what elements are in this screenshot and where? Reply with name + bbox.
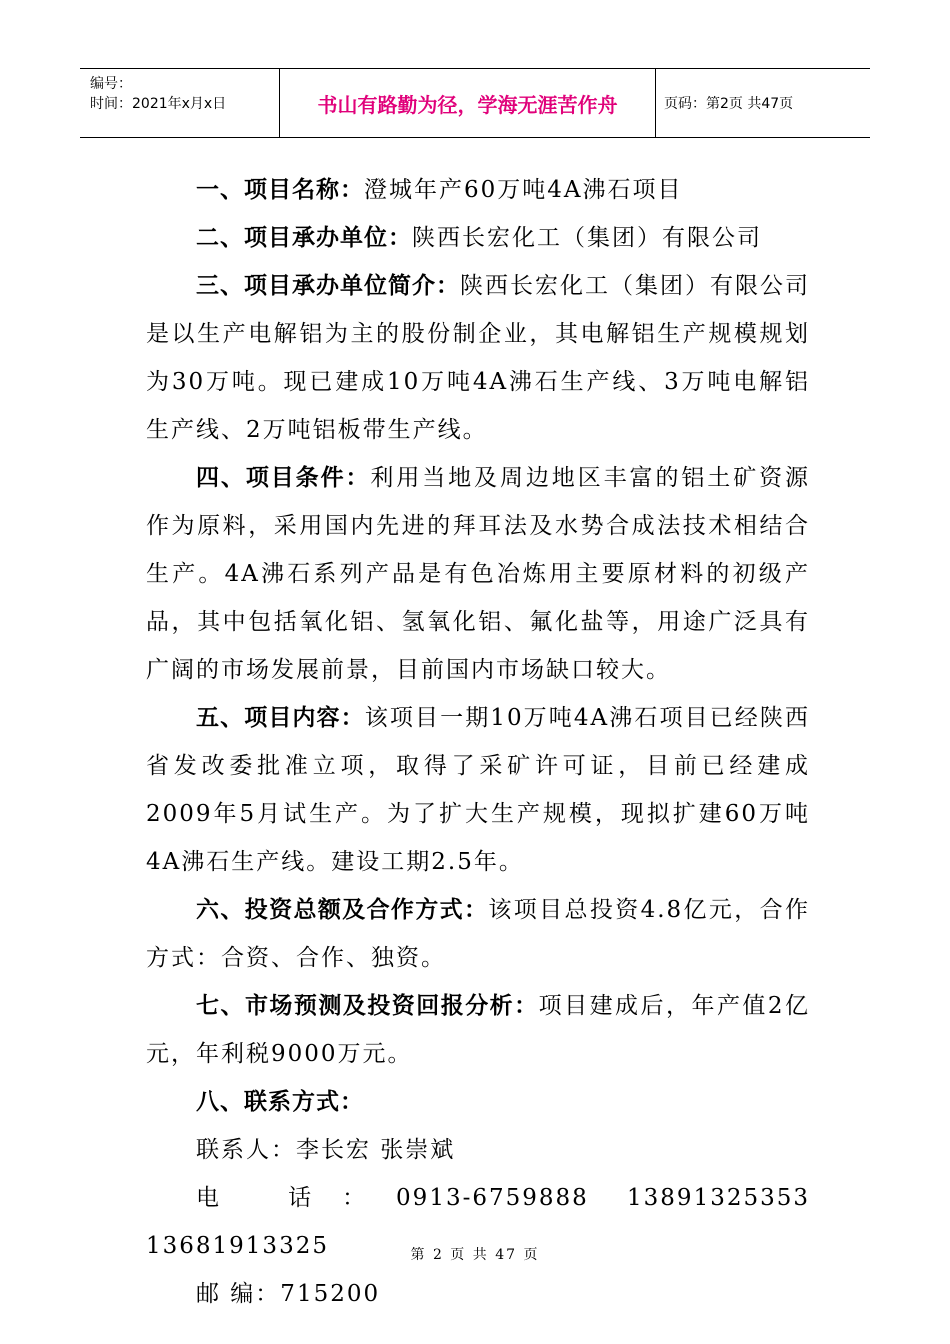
section-content <box>146 694 810 886</box>
section-contact <box>146 1078 810 1126</box>
document-body <box>146 166 810 1318</box>
section-text: 该项目一期10万吨4A沸石项目已经陕西省发改委批准立项，取得了采矿许可证，目前已经建成2009年5月试生产。为了扩大生产规模，现拟扩建60万吨4A沸石生产线。建设工期2.5年。 <box>146 705 811 875</box>
section-project-name <box>146 166 810 214</box>
section-text: 该项目总投资4.8亿元，合作方式：合资、合作、独资。 <box>146 897 811 971</box>
section-heading: 七、市场预测及投资回报分析： <box>196 993 539 1019</box>
section-heading: 一、项目名称： <box>196 177 364 203</box>
header-page-info: 页码：第2页 共47页 <box>664 96 794 112</box>
section-heading: 五、项目内容： <box>196 705 365 731</box>
document-number-label: 编号： <box>90 76 132 92</box>
contact-phone: 电 话：0913-6759888 13891325353 13681913325 <box>146 1185 810 1259</box>
section-text: 项目建成后，年产值2亿元，年利税9000万元。 <box>146 993 811 1067</box>
page-footer: 第 2 页 共 47 页 <box>410 1247 540 1263</box>
section-organizer <box>146 214 810 262</box>
section-market-forecast <box>146 982 810 1078</box>
section-text: 澄城年产60万吨4A沸石项目 <box>364 177 683 203</box>
page-header <box>80 68 870 138</box>
section-text: 利用当地及周边地区丰富的铝土矿资源作为原料，采用国内先进的拜耳法及水势合成法技术相结合生产。4A沸石系列产品是有色冶炼用主要原材料的初级产品，其中包括氧化铝、氢氧化铝、氟化盐等，用途广泛具有广阔的市场发展前景，目前国内市场缺口较大。 <box>146 465 811 683</box>
section-organizer-intro <box>146 262 810 454</box>
section-heading: 二、项目承办单位： <box>196 225 412 251</box>
document-time-label: 时间：2021年x月x日 <box>90 96 227 112</box>
section-heading: 六、投资总额及合作方式： <box>196 897 489 923</box>
section-heading: 四、项目条件： <box>196 465 371 491</box>
section-conditions <box>146 454 810 694</box>
header-motto: 书山有路勤为径，学海无涯苦作舟 <box>280 69 656 137</box>
contact-person: 联系人：李长宏 张崇斌 <box>196 1137 456 1163</box>
section-heading: 八、联系方式： <box>196 1089 364 1115</box>
section-heading: 三、项目承办单位简介： <box>196 273 460 299</box>
section-text: 陕西长宏化工（集团）有限公司是以生产电解铝为主的股份制企业，其电解铝生产规模规划为30万吨。现已建成10万吨4A沸石生产线、3万吨电解铝生产线、2万吨铝板带生产线。 <box>146 273 810 443</box>
section-investment <box>146 886 810 982</box>
contact-postcode: 邮 编：715200 <box>196 1281 381 1307</box>
section-text: 陕西长宏化工（集团）有限公司 <box>412 225 762 251</box>
header-meta <box>80 69 280 137</box>
